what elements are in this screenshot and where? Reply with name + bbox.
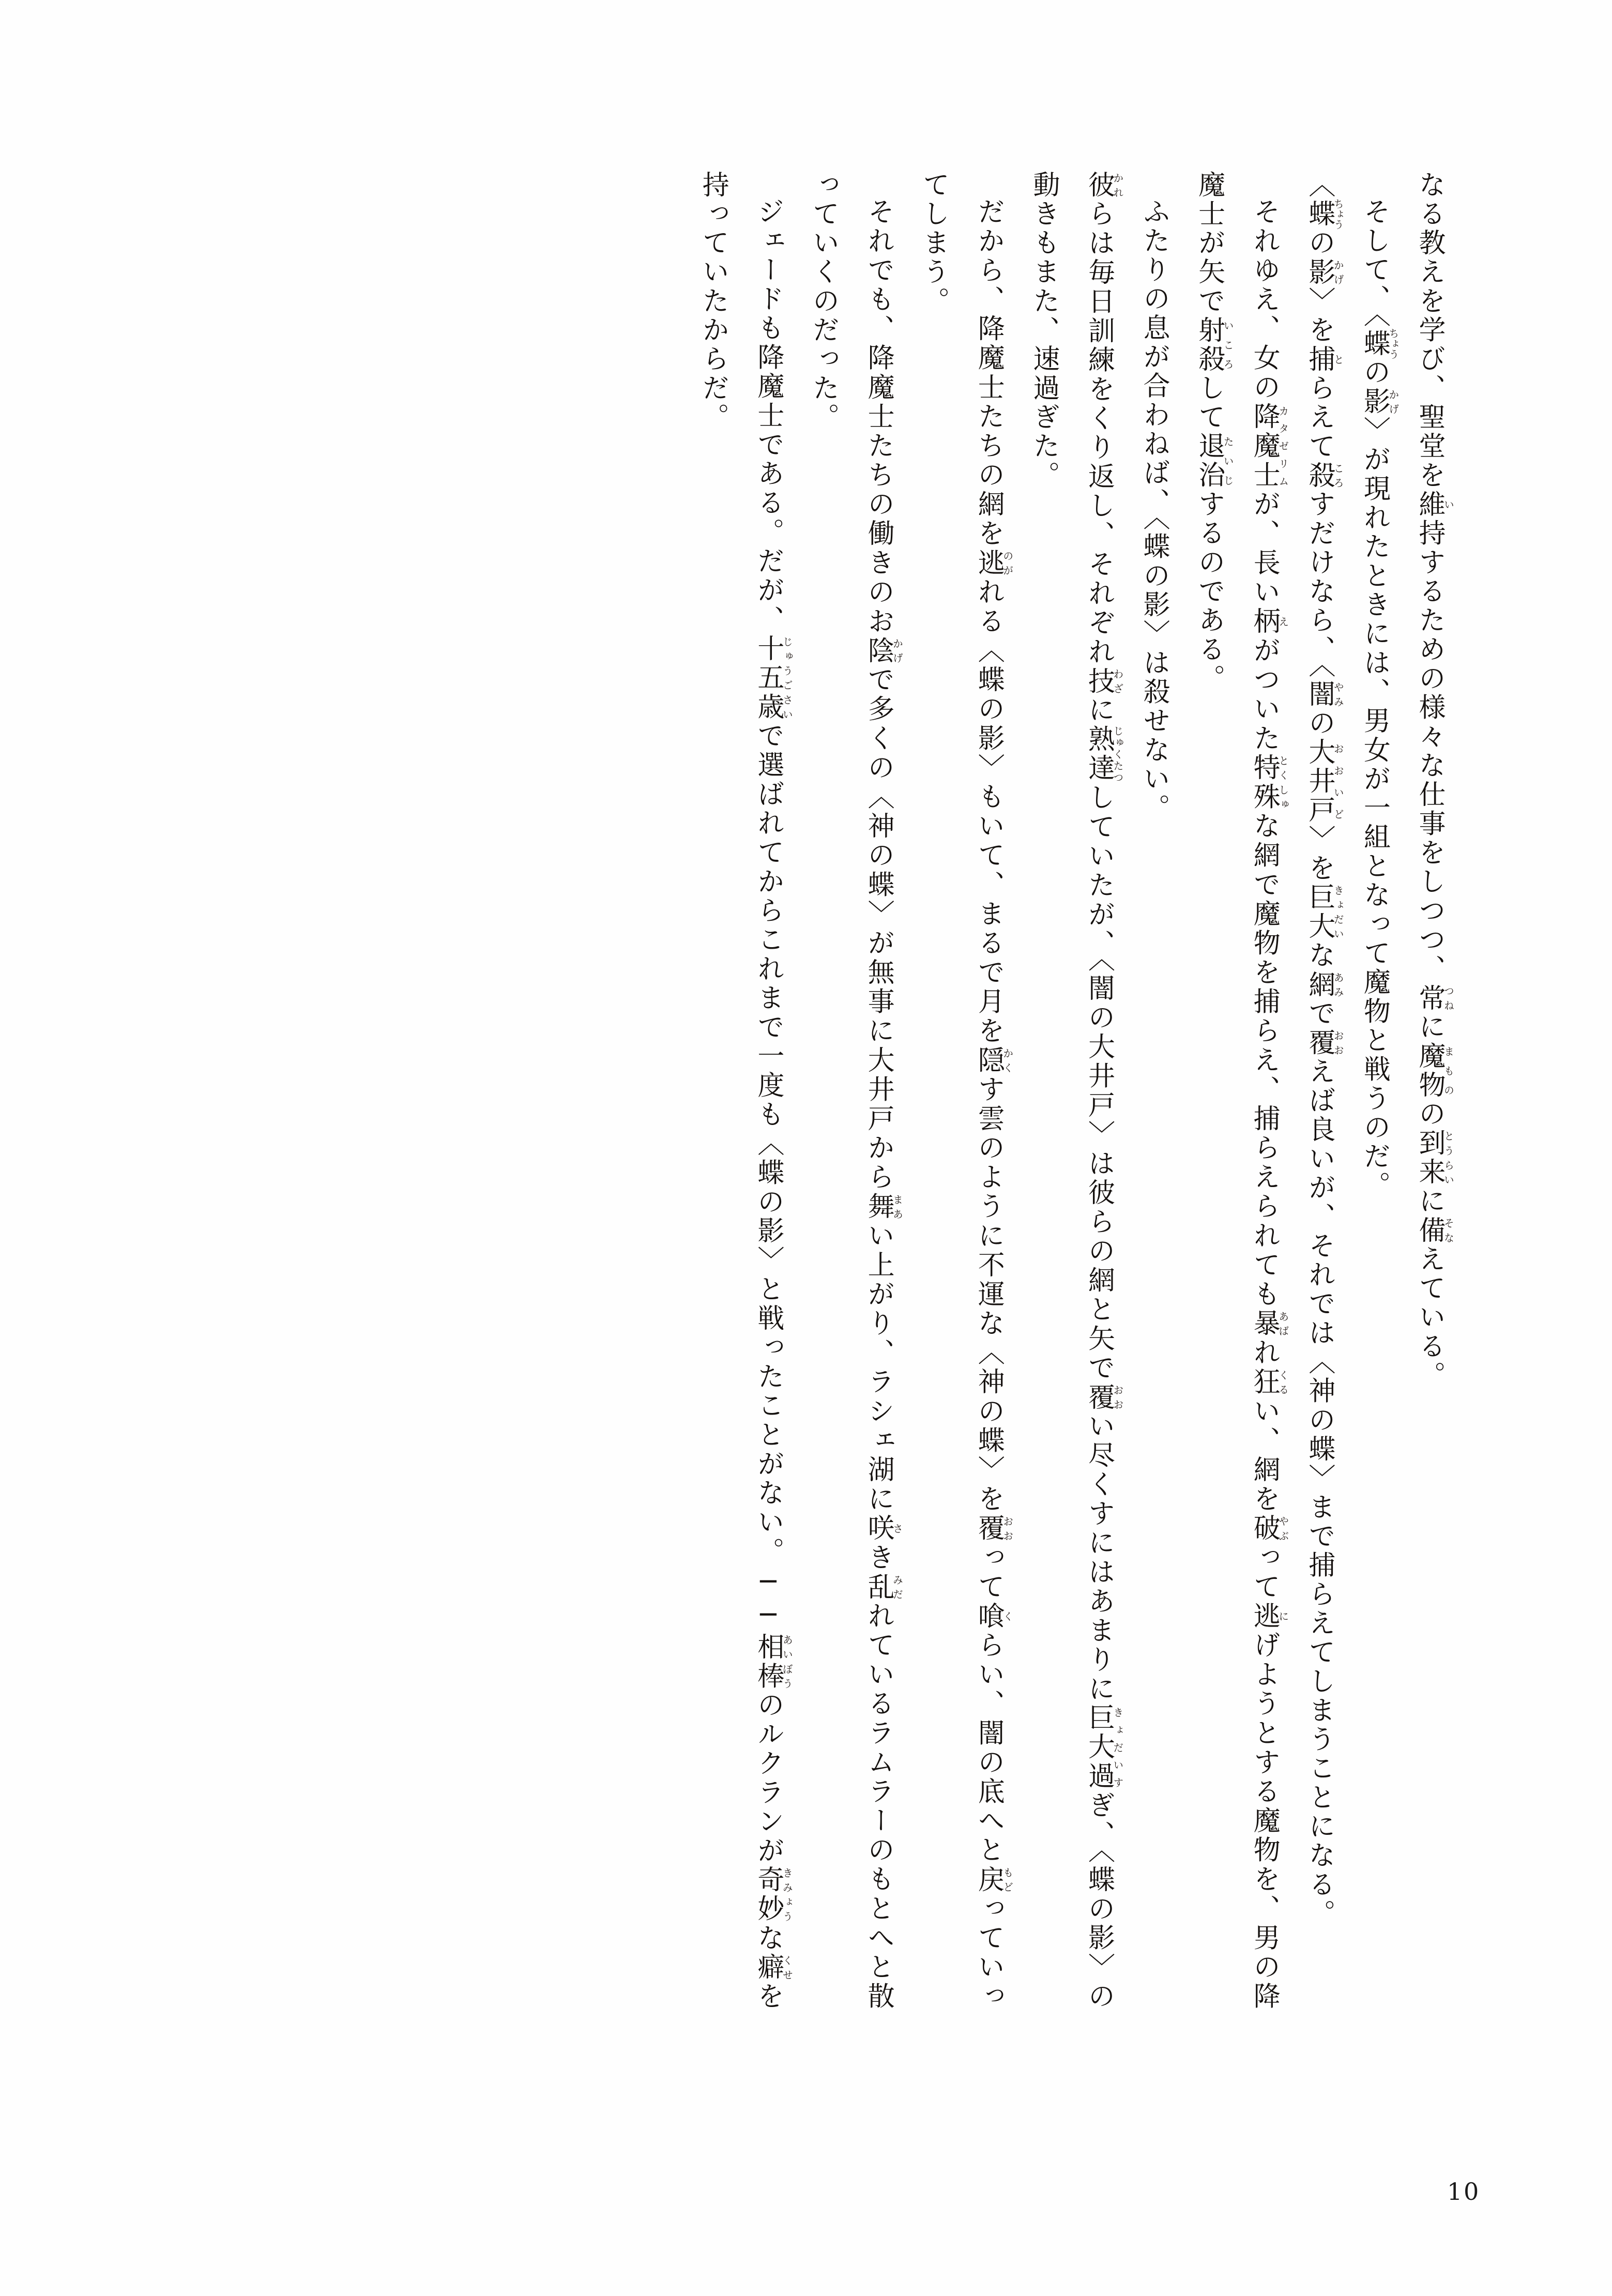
paragraph-2: そして、〈蝶ちょうの影かげ〉が現れたときには、男女が一組となって魔物と戦うのだ。 [1359,197,1399,1200]
paragraph-9: ジェードも降魔士である。だが、十五歳じゅうごさいで選ばれてからこれまで一度も〈蝶の影〉と戦ったことがない。──相棒あいぼうのルクランが奇妙きみょうな癖くせを持っていたからだ。 [697,171,793,2011]
paragraph-4: それゆえ、女の降魔士カタゼリムが、長い柄えがついた特殊とくしゅな網で魔物を捕らえ、捕らえられても暴あばれ狂くるい、網を破やぶって逃にげようとする魔物を、男の降魔士が矢で射殺いころして退治たいじするのである。 [1193,171,1289,2011]
paragraph-5: ふたりの息が合わねば、〈蝶の影〉は殺せない。 [1138,197,1170,823]
paragraph-7: だから、降魔士たちの網を逃のがれる〈蝶の影〉もいて、まるで月を隠かくす雲のように不運な〈神の蝶〉を覆おおって喰くらい、闇の底へと戻もどっていってしまう。 [918,171,1013,2012]
body-text-vertical [154,171,1457,2011]
paragraph-8: それでも、降魔士たちの働きのお陰かげで多くの〈神の蝶〉が無事に大井戸から舞まあい上がり、ラシェ湖に咲さき乱みだれているラムラーのもとへと散っていくのだった。 [808,171,903,2011]
paragraph-3: 〈蝶ちょうの影かげ〉を捕とらえて殺ころすだけなら、〈闇やみの大井戸おおいど〉を巨大きょだいな網あみで覆おおえば良いが、それでは〈神の蝶〉まで捕らえてしまうことになる。 [1303,171,1344,1928]
paragraph-6: 彼かれらは毎日訓練をくり返し、それぞれ技わざに熟達じゅくたつしていたが、〈闇の大井戸〉は彼らの網と矢で覆おおい尽くすにはあまりに巨大過きょだいすぎ、〈蝶の影〉の動きもまた、速過ぎた。 [1028,171,1123,2012]
page-number: 10 [1447,2178,1480,2206]
paragraph-1: なる教えを学び、聖堂を維い持するための様々な仕事をしつつ、常つねに魔物まものの到来とうらいに備そなえている。 [1414,171,1454,1390]
